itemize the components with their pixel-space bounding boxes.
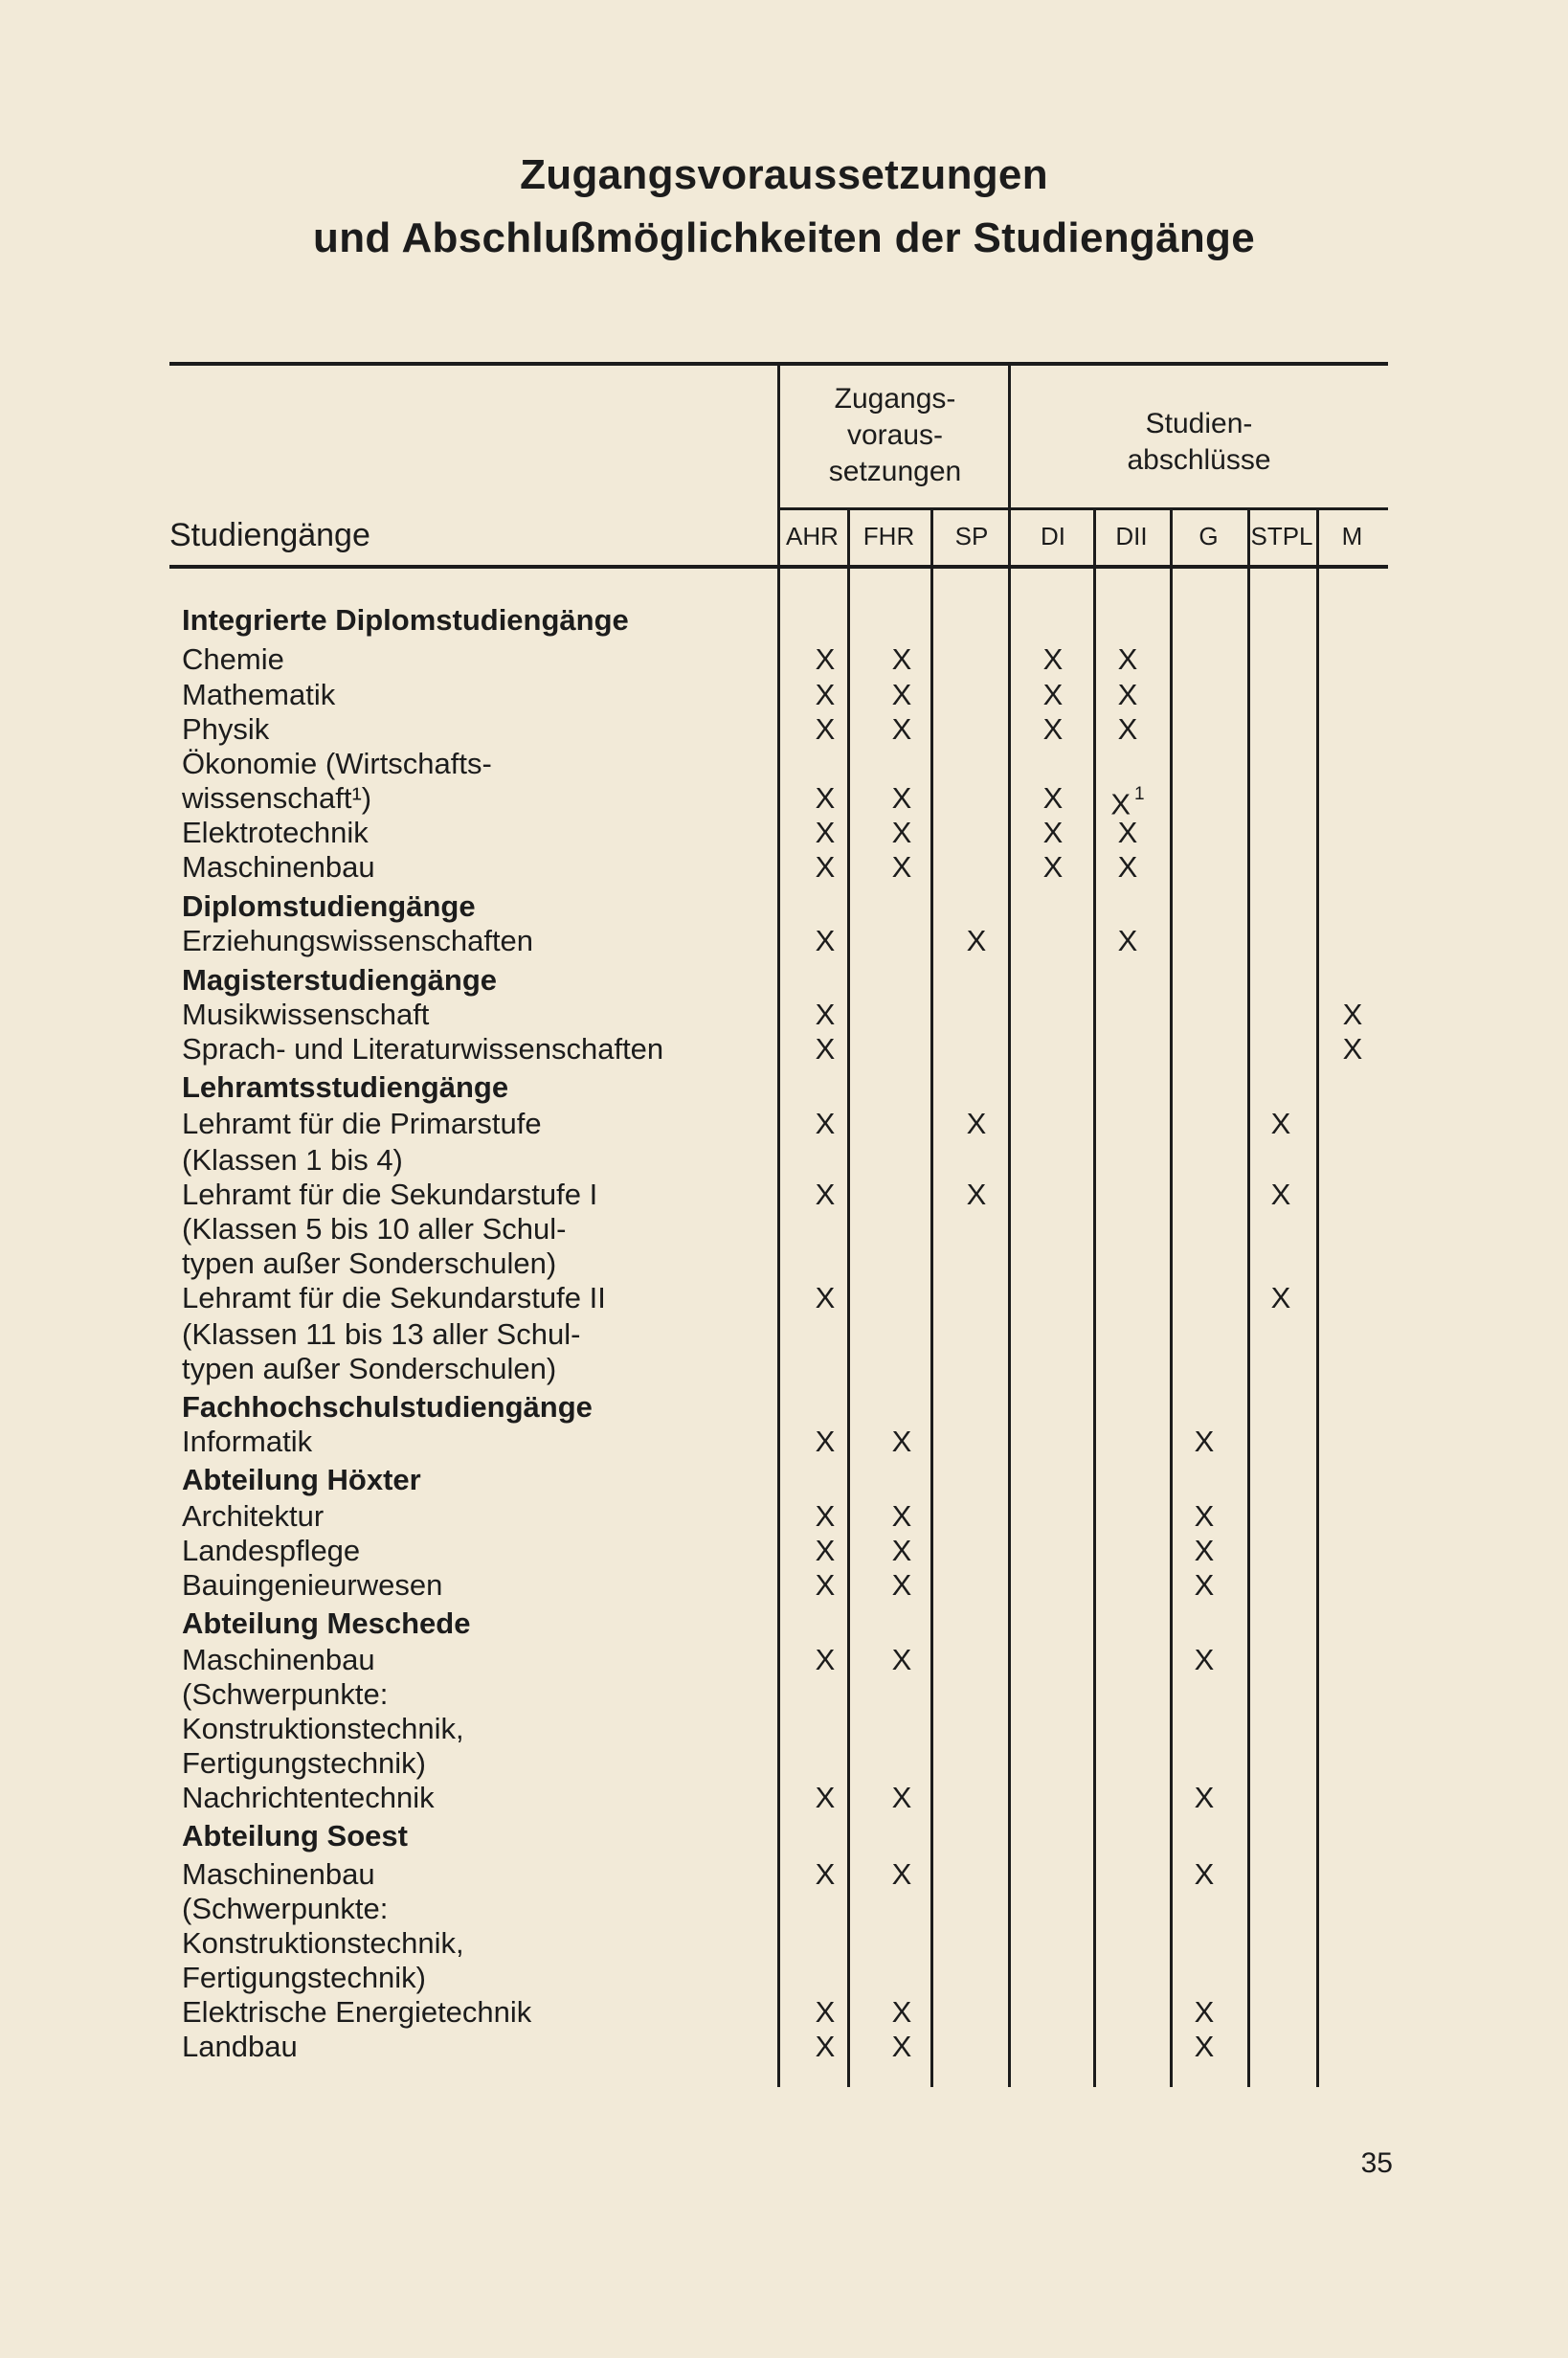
divider-label-column [777,362,780,2087]
page-title-line-2: und Abschlußmöglichkeiten der Studiengänge [313,214,1255,261]
column-header-stpl: STPL [1250,522,1313,550]
column-header-g: G [1198,522,1219,550]
header-sub-rule [777,507,1388,510]
mark-dii: X [1117,642,1138,676]
mark-ahr: X [815,1643,836,1676]
row-label: Musikwissenschaft [182,998,430,1031]
mark-dii: X [1117,850,1138,884]
mark-ahr: X [815,781,836,815]
mark-sp: X [966,1107,987,1140]
mark-g: X [1194,1499,1215,1533]
row-label: Sprach- und Literaturwissenschaften [182,1032,664,1066]
row-label: (Schwerpunkte: [182,1892,389,1925]
mark-ahr: X [815,1425,836,1458]
mark-fhr: X [891,850,912,884]
mark-di: X [1042,850,1064,884]
row-label: Informatik [182,1425,313,1458]
mark-stpl: X [1270,1281,1291,1314]
mark-fhr: X [891,781,912,815]
mark-dii: X [1117,712,1138,746]
mark-ahr: X [815,924,836,957]
mark-fhr: X [891,1534,912,1567]
divider-group [1008,362,1011,2087]
mark-ahr: X [815,1032,836,1066]
row-label: Bauingenieurwesen [182,1568,443,1602]
row-label: Elektrische Energietechnik [182,1995,532,2029]
mark-di: X [1042,712,1064,746]
section-heading: Abteilung Soest [182,1819,408,1853]
row-label: (Klassen 1 bis 4) [182,1143,403,1177]
section-heading: Abteilung Höxter [182,1463,421,1496]
mark-fhr: X [891,2030,912,2063]
mark-ahr: X [815,1107,836,1140]
mark-stpl: X [1270,1107,1291,1140]
mark-g: X [1194,1781,1215,1814]
column-header-di: DI [1041,522,1065,550]
mark-di: X [1042,642,1064,676]
page-number: 35 [1360,2147,1393,2179]
mark-ahr: X [815,1995,836,2029]
mark-ahr: X [815,1499,836,1533]
row-label: wissenschaft¹) [182,781,372,815]
row-label: Lehramt für die Primarstufe [182,1107,542,1140]
row-label: Elektrotechnik [182,816,369,849]
mark-ahr: X [815,1534,836,1567]
mark-fhr: X [891,1568,912,1602]
section-heading: Lehramtsstudiengänge [182,1070,509,1104]
divider-fhr-sp [930,507,933,2087]
mark-ahr: X [815,1857,836,1891]
row-label: Erziehungswissenschaften [182,924,534,957]
footnote-marker: 1 [1134,784,1145,804]
mark-fhr: X [891,1425,912,1458]
mark-ahr: X [815,712,836,746]
mark-ahr: X [815,2030,836,2063]
row-header-studiengaenge: Studiengänge [169,517,370,553]
row-label: Fertigungstechnik) [182,1746,427,1780]
mark-g: X [1194,1995,1215,2029]
mark-fhr: X [891,1995,912,2029]
mark-fhr: X [891,712,912,746]
mark-dii: X [1117,678,1138,711]
section-heading: Magisterstudiengänge [182,963,497,997]
mark-dii: X $^1$ [1110,784,1145,821]
mark-m: X [1342,1032,1363,1066]
section-heading: Integrierte Diplomstudiengänge [182,603,629,637]
row-label: Maschinenbau [182,1643,375,1676]
row-label: Landbau [182,2030,298,2063]
divider-di-dii [1093,507,1096,2087]
mark-fhr: X [891,1857,912,1891]
mark-ahr: X [815,1178,836,1211]
mark-ahr: X [815,850,836,884]
row-label: Konstruktionstechnik, [182,1712,464,1745]
row-label: Lehramt für die Sekundarstufe II [182,1281,606,1314]
row-label: Maschinenbau [182,850,375,884]
mark-dii: X [1117,816,1138,849]
mark-ahr: X [815,1781,836,1814]
column-group-abschluss: Studien- abschlüsse [1127,408,1271,476]
row-label: Ökonomie (Wirtschafts- [182,747,492,780]
mark-fhr: X [891,816,912,849]
column-header-dii: DII [1115,522,1148,550]
divider-stpl-m [1316,507,1319,2087]
row-label: (Klassen 5 bis 10 aller Schul- [182,1212,567,1246]
mark-di: X [1042,781,1064,815]
section-heading: Abteilung Meschede [182,1606,471,1640]
row-label: Maschinenbau [182,1857,375,1891]
mark-fhr: X [891,1499,912,1533]
column-header-ahr: AHR [786,522,839,550]
mark-fhr: X [891,1643,912,1676]
mark-g: X [1194,1857,1215,1891]
divider-dii-g [1170,507,1173,2087]
row-label: Architektur [182,1499,325,1533]
row-label: Mathematik [182,678,336,711]
row-label: Nachrichtentechnik [182,1781,435,1814]
mark-g: X [1194,1425,1215,1458]
mark-g: X [1194,2030,1215,2063]
mark-dii: X [1117,924,1138,957]
mark-sp: X [966,1178,987,1211]
mark-ahr: X [815,1568,836,1602]
row-label: typen außer Sonderschulen) [182,1352,557,1385]
page-title-line-1: Zugangsvoraussetzungen [520,151,1048,198]
mark-fhr: X [891,678,912,711]
row-label: (Klassen 11 bis 13 aller Schul- [182,1317,581,1351]
column-header-sp: SP [954,522,989,550]
mark-g: X [1194,1568,1215,1602]
mark-di: X [1042,816,1064,849]
mark-fhr: X [891,642,912,676]
row-label: Fertigungstechnik) [182,1961,427,1994]
mark-ahr: X [815,816,836,849]
mark-sp: X [966,924,987,957]
mark-ahr: X [815,678,836,711]
mark-g: X [1194,1534,1215,1567]
row-label: Konstruktionstechnik, [182,1926,464,1960]
mark-fhr: X [891,1781,912,1814]
column-group-zugang: Zugangs- voraus- setzungen [828,383,962,487]
divider-g-stpl [1247,507,1250,2087]
column-header-fhr: FHR [862,522,915,550]
mark-ahr: X [815,998,836,1031]
row-label: Landespflege [182,1534,361,1567]
mark-ahr: X [815,1281,836,1314]
row-label: Chemie [182,642,284,676]
column-header-m: M [1341,522,1363,550]
mark-m: X [1342,998,1363,1031]
mark-g: X [1194,1643,1215,1676]
divider-ahr-fhr [847,507,850,2087]
section-heading: Fachhochschulstudiengänge [182,1390,593,1424]
mark-di: X [1042,678,1064,711]
row-label: (Schwerpunkte: [182,1677,389,1711]
mark-ahr: X [815,642,836,676]
row-label: Physik [182,712,270,746]
row-label: typen außer Sonderschulen) [182,1246,557,1280]
mark-stpl: X [1270,1178,1291,1211]
row-label: Lehramt für die Sekundarstufe I [182,1178,598,1211]
section-heading: Diplomstudiengänge [182,889,476,923]
